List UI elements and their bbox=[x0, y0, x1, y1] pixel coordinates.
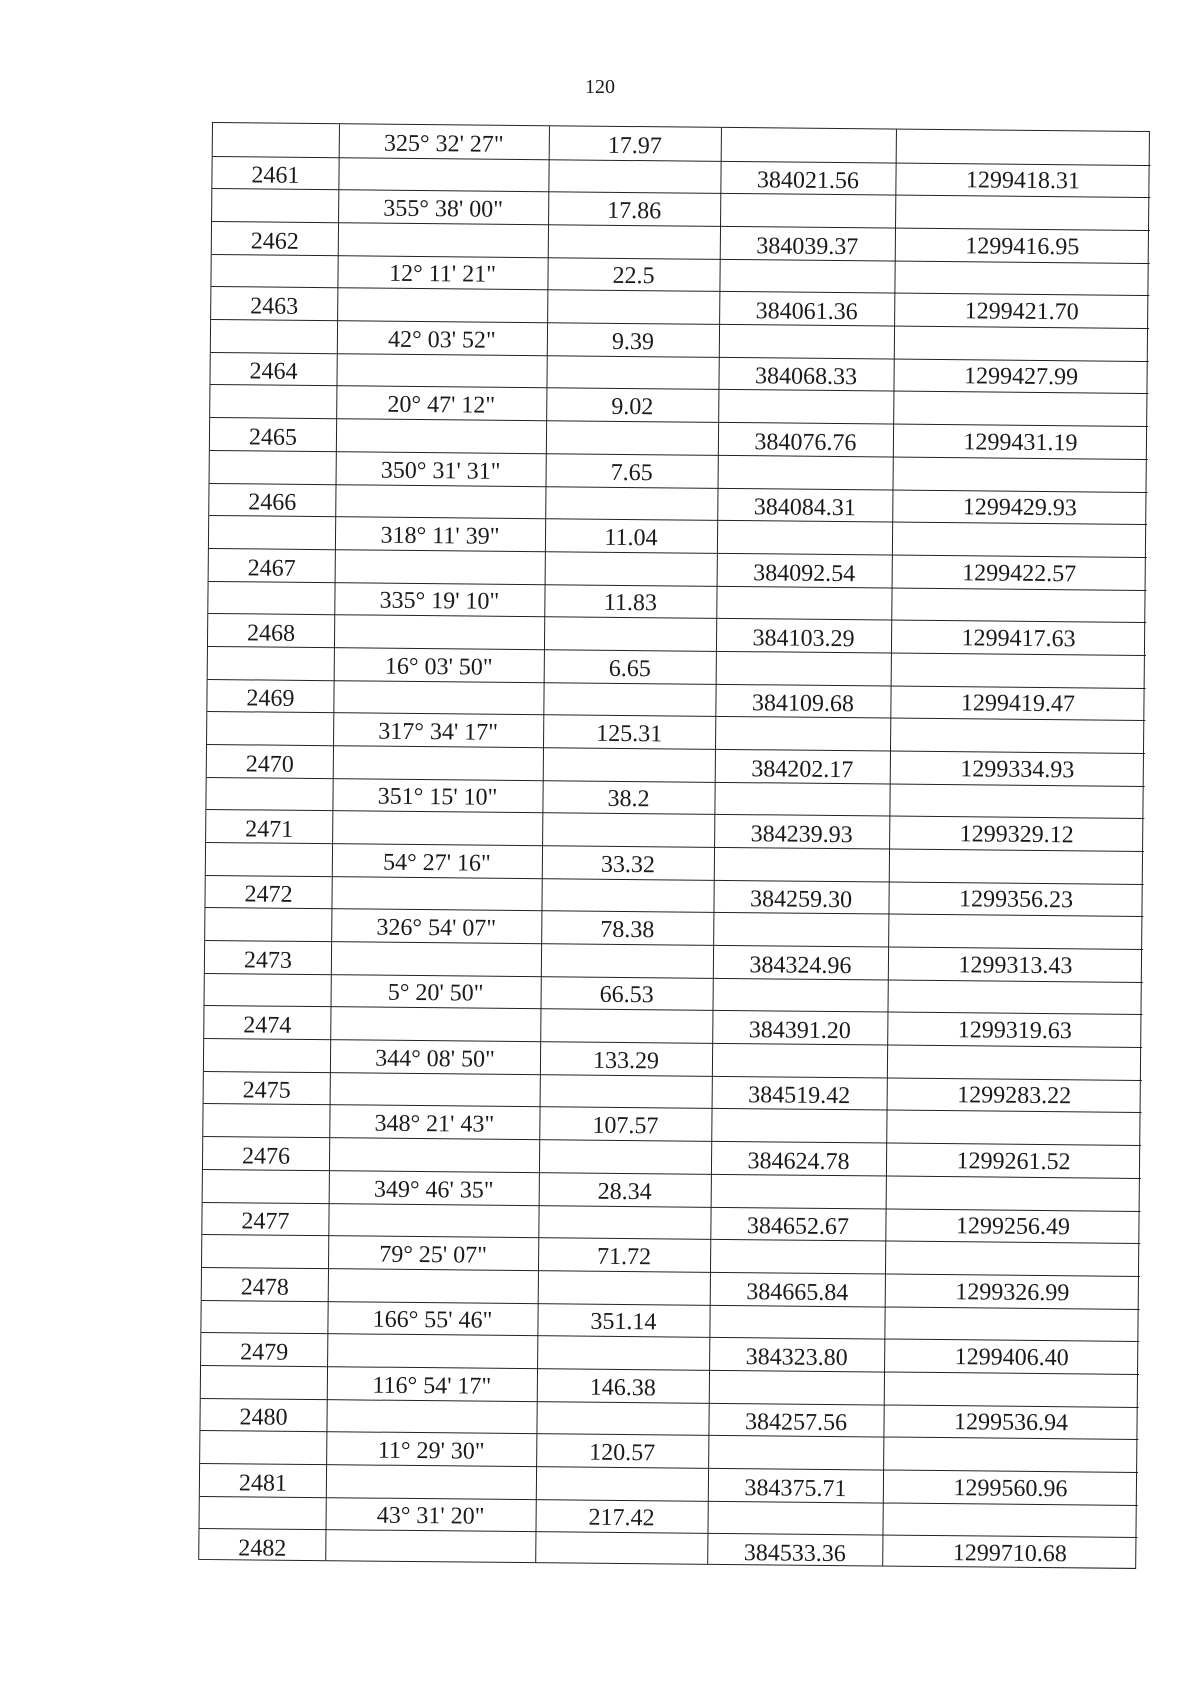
row-half-divider bbox=[211, 352, 337, 354]
y-coordinate-cell: 1299427.99 bbox=[963, 363, 1079, 391]
distance-cell: 22.5 bbox=[612, 263, 655, 290]
row-half-divider bbox=[712, 1076, 1142, 1081]
distance-cell: 17.86 bbox=[607, 197, 662, 225]
bearing-cell: 16° 03' 50" bbox=[384, 653, 493, 681]
row-half-divider bbox=[714, 814, 1144, 819]
row-half-divider bbox=[715, 749, 1145, 754]
y-coordinate-cell: 1299417.63 bbox=[961, 625, 1076, 653]
y-coordinate-cell: 1299536.94 bbox=[953, 1409, 1069, 1437]
distance-cell: 351.14 bbox=[590, 1308, 657, 1336]
row-half-divider bbox=[212, 221, 338, 223]
x-coordinate-cell: 384239.93 bbox=[750, 821, 853, 849]
row-half-divider bbox=[204, 1071, 330, 1073]
station-cell: 2463 bbox=[250, 293, 299, 320]
row-half-divider bbox=[206, 809, 332, 811]
x-coordinate-cell: 384084.31 bbox=[753, 494, 856, 522]
row-half-divider bbox=[718, 422, 1148, 427]
bearing-cell: 318° 11' 39" bbox=[380, 522, 500, 550]
y-coordinate-cell: 1299431.19 bbox=[963, 429, 1078, 457]
x-coordinate-cell: 384021.56 bbox=[756, 167, 860, 195]
x-coordinate-cell: 384259.30 bbox=[749, 886, 853, 914]
bearing-cell: 344° 08' 50" bbox=[375, 1045, 495, 1073]
x-coordinate-cell: 384257.56 bbox=[744, 1409, 848, 1437]
row-half-divider bbox=[711, 1141, 1141, 1146]
bearing-cell: 325° 32' 27" bbox=[383, 130, 504, 158]
station-cell: 2481 bbox=[238, 1469, 288, 1497]
station-cell: 2472 bbox=[244, 881, 293, 909]
row-half-divider bbox=[201, 1398, 327, 1400]
y-coordinate-cell: 1299560.96 bbox=[953, 1474, 1068, 1502]
row-half-divider bbox=[717, 553, 1147, 558]
row-half-divider bbox=[714, 880, 1144, 885]
station-cell: 2465 bbox=[248, 424, 298, 451]
bearing-cell: 12° 11' 21" bbox=[389, 261, 497, 289]
bearing-cell: 348° 21' 43" bbox=[374, 1110, 495, 1138]
x-coordinate-cell: 384391.20 bbox=[748, 1017, 851, 1045]
distance-cell: 146.38 bbox=[589, 1374, 656, 1401]
row-half-divider bbox=[203, 1136, 329, 1138]
distance-cell: 71.72 bbox=[597, 1243, 652, 1271]
distance-cell: 17.97 bbox=[607, 132, 662, 159]
station-cell: 2474 bbox=[243, 1012, 292, 1039]
row-half-divider bbox=[206, 875, 332, 877]
station-cell: 2479 bbox=[240, 1339, 289, 1366]
row-half-divider bbox=[718, 487, 1148, 492]
y-coordinate-cell: 1299256.49 bbox=[955, 1213, 1071, 1241]
y-coordinate-cell: 1299313.43 bbox=[958, 951, 1073, 980]
distance-cell: 11.04 bbox=[604, 524, 658, 552]
station-cell: 2480 bbox=[239, 1404, 288, 1432]
row-half-divider bbox=[712, 1010, 1142, 1015]
distance-cell: 120.57 bbox=[589, 1439, 656, 1467]
distance-cell: 28.34 bbox=[597, 1178, 652, 1205]
bearing-cell: 326° 54' 07" bbox=[376, 914, 497, 942]
station-cell: 2466 bbox=[248, 489, 297, 516]
bearing-cell: 54° 27' 16" bbox=[382, 849, 491, 877]
x-coordinate-cell: 384375.71 bbox=[744, 1474, 847, 1502]
station-cell: 2475 bbox=[242, 1077, 291, 1105]
bearing-cell: 166° 55' 46" bbox=[372, 1306, 493, 1334]
bearing-cell: 5° 20' 50" bbox=[387, 980, 484, 1008]
x-coordinate-cell: 384665.84 bbox=[746, 1278, 849, 1306]
row-half-divider bbox=[205, 940, 331, 942]
row-half-divider bbox=[710, 1272, 1140, 1277]
y-coordinate-cell: 1299419.47 bbox=[960, 690, 1076, 718]
bearing-cell: 79° 25' 07" bbox=[379, 1241, 488, 1269]
row-half-divider bbox=[203, 1201, 329, 1203]
station-cell: 2467 bbox=[247, 554, 296, 582]
station-cell: 2471 bbox=[245, 816, 294, 843]
bearing-cell: 317° 34' 17" bbox=[378, 718, 499, 746]
station-cell: 2470 bbox=[245, 750, 294, 778]
row-half-divider bbox=[709, 1402, 1139, 1407]
x-coordinate-cell: 384519.42 bbox=[748, 1082, 851, 1110]
bearing-cell: 116° 54' 17" bbox=[372, 1372, 492, 1400]
row-half-divider bbox=[709, 1337, 1139, 1342]
bearing-cell: 349° 46' 35" bbox=[373, 1176, 494, 1204]
row-half-divider bbox=[200, 1463, 326, 1465]
distance-cell: 7.65 bbox=[610, 459, 653, 486]
distance-cell: 9.39 bbox=[611, 328, 655, 356]
row-half-divider bbox=[708, 1468, 1138, 1473]
bearing-cell: 355° 38' 00" bbox=[383, 195, 504, 223]
distance-cell: 66.53 bbox=[599, 982, 654, 1009]
x-coordinate-cell: 384624.78 bbox=[747, 1148, 850, 1175]
station-cell: 2477 bbox=[241, 1208, 290, 1235]
x-coordinate-cell: 384039.37 bbox=[756, 232, 859, 260]
y-coordinate-cell: 1299429.93 bbox=[962, 494, 1077, 522]
row-half-divider bbox=[721, 161, 1151, 166]
row-half-divider bbox=[208, 679, 334, 681]
y-coordinate-cell: 1299406.40 bbox=[954, 1344, 1069, 1372]
y-coordinate-cell: 1299418.31 bbox=[965, 167, 1081, 195]
x-coordinate-cell: 384068.33 bbox=[754, 363, 858, 391]
row-half-divider bbox=[209, 548, 335, 550]
bearing-cell: 42° 03' 52" bbox=[387, 326, 496, 354]
page-number: 120 bbox=[585, 76, 615, 98]
station-cell: 2461 bbox=[251, 162, 300, 190]
y-coordinate-cell: 1299416.95 bbox=[965, 232, 1080, 261]
row-half-divider bbox=[208, 613, 334, 615]
y-coordinate-cell: 1299356.23 bbox=[958, 886, 1074, 914]
row-half-divider bbox=[716, 618, 1146, 623]
bearing-cell: 11° 29' 30" bbox=[377, 1437, 485, 1465]
station-cell: 2473 bbox=[243, 947, 293, 974]
station-cell: 2482 bbox=[238, 1535, 287, 1562]
y-coordinate-cell: 1299334.93 bbox=[960, 755, 1075, 783]
row-half-divider bbox=[719, 291, 1149, 296]
station-cell: 2476 bbox=[241, 1143, 291, 1170]
bearing-cell: 335° 19' 10" bbox=[379, 587, 500, 615]
station-cell: 2469 bbox=[246, 685, 295, 713]
distance-cell: 125.31 bbox=[596, 720, 663, 748]
y-coordinate-cell: 1299421.70 bbox=[964, 298, 1079, 326]
row-half-divider bbox=[210, 482, 336, 484]
row-half-divider bbox=[201, 1332, 327, 1334]
row-half-divider bbox=[205, 1005, 331, 1007]
distance-cell: 133.29 bbox=[592, 1047, 660, 1075]
bearing-cell: 43° 31' 20" bbox=[376, 1502, 485, 1530]
x-coordinate-cell: 384202.17 bbox=[751, 755, 854, 783]
distance-cell: 107.57 bbox=[592, 1112, 659, 1140]
y-coordinate-cell: 1299422.57 bbox=[962, 559, 1077, 587]
station-cell: 2464 bbox=[249, 358, 298, 386]
row-half-divider bbox=[713, 945, 1143, 950]
y-coordinate-cell: 1299283.22 bbox=[957, 1082, 1072, 1110]
y-coordinate-cell: 1299261.52 bbox=[956, 1148, 1071, 1176]
bearing-cell: 20° 47' 12" bbox=[387, 391, 496, 419]
x-coordinate-cell: 384103.29 bbox=[752, 625, 855, 653]
distance-cell: 217.42 bbox=[588, 1504, 655, 1532]
row-half-divider bbox=[716, 683, 1146, 688]
row-half-divider bbox=[199, 1528, 325, 1530]
y-coordinate-cell: 1299326.99 bbox=[955, 1278, 1070, 1306]
x-coordinate-cell: 384076.76 bbox=[754, 429, 857, 457]
x-coordinate-cell: 384092.54 bbox=[753, 559, 856, 587]
x-coordinate-cell: 384323.80 bbox=[745, 1344, 848, 1372]
row-half-divider bbox=[210, 417, 336, 419]
row-half-divider bbox=[213, 156, 339, 158]
row-half-divider bbox=[707, 1533, 1137, 1538]
y-coordinate-cell: 1299710.68 bbox=[952, 1540, 1067, 1568]
row-half-divider bbox=[711, 1206, 1141, 1211]
bearing-cell: 350° 31' 31" bbox=[380, 457, 501, 485]
distance-cell: 9.02 bbox=[611, 393, 654, 421]
x-coordinate-cell: 384533.36 bbox=[743, 1540, 846, 1568]
row-half-divider bbox=[720, 226, 1150, 231]
distance-cell: 78.38 bbox=[600, 916, 655, 944]
station-cell: 2468 bbox=[246, 620, 296, 647]
y-coordinate-cell: 1299319.63 bbox=[957, 1017, 1072, 1045]
row-half-divider bbox=[202, 1267, 328, 1269]
row-half-divider bbox=[211, 286, 337, 288]
y-coordinate-cell: 1299329.12 bbox=[959, 821, 1074, 849]
distance-cell: 38.2 bbox=[607, 786, 650, 813]
x-coordinate-cell: 384324.96 bbox=[749, 951, 852, 979]
distance-cell: 11.83 bbox=[603, 590, 658, 617]
station-cell: 2462 bbox=[250, 228, 299, 255]
x-coordinate-cell: 384652.67 bbox=[746, 1213, 850, 1241]
station-cell: 2478 bbox=[240, 1273, 289, 1301]
survey-coordinates-table bbox=[198, 122, 1150, 1569]
row-half-divider bbox=[719, 357, 1149, 362]
x-coordinate-cell: 384109.68 bbox=[751, 690, 855, 718]
x-coordinate-cell: 384061.36 bbox=[755, 298, 858, 326]
distance-cell: 6.65 bbox=[608, 655, 651, 682]
distance-cell: 33.32 bbox=[600, 851, 656, 878]
bearing-cell: 351° 15' 10" bbox=[377, 783, 498, 812]
row-half-divider bbox=[207, 744, 333, 746]
